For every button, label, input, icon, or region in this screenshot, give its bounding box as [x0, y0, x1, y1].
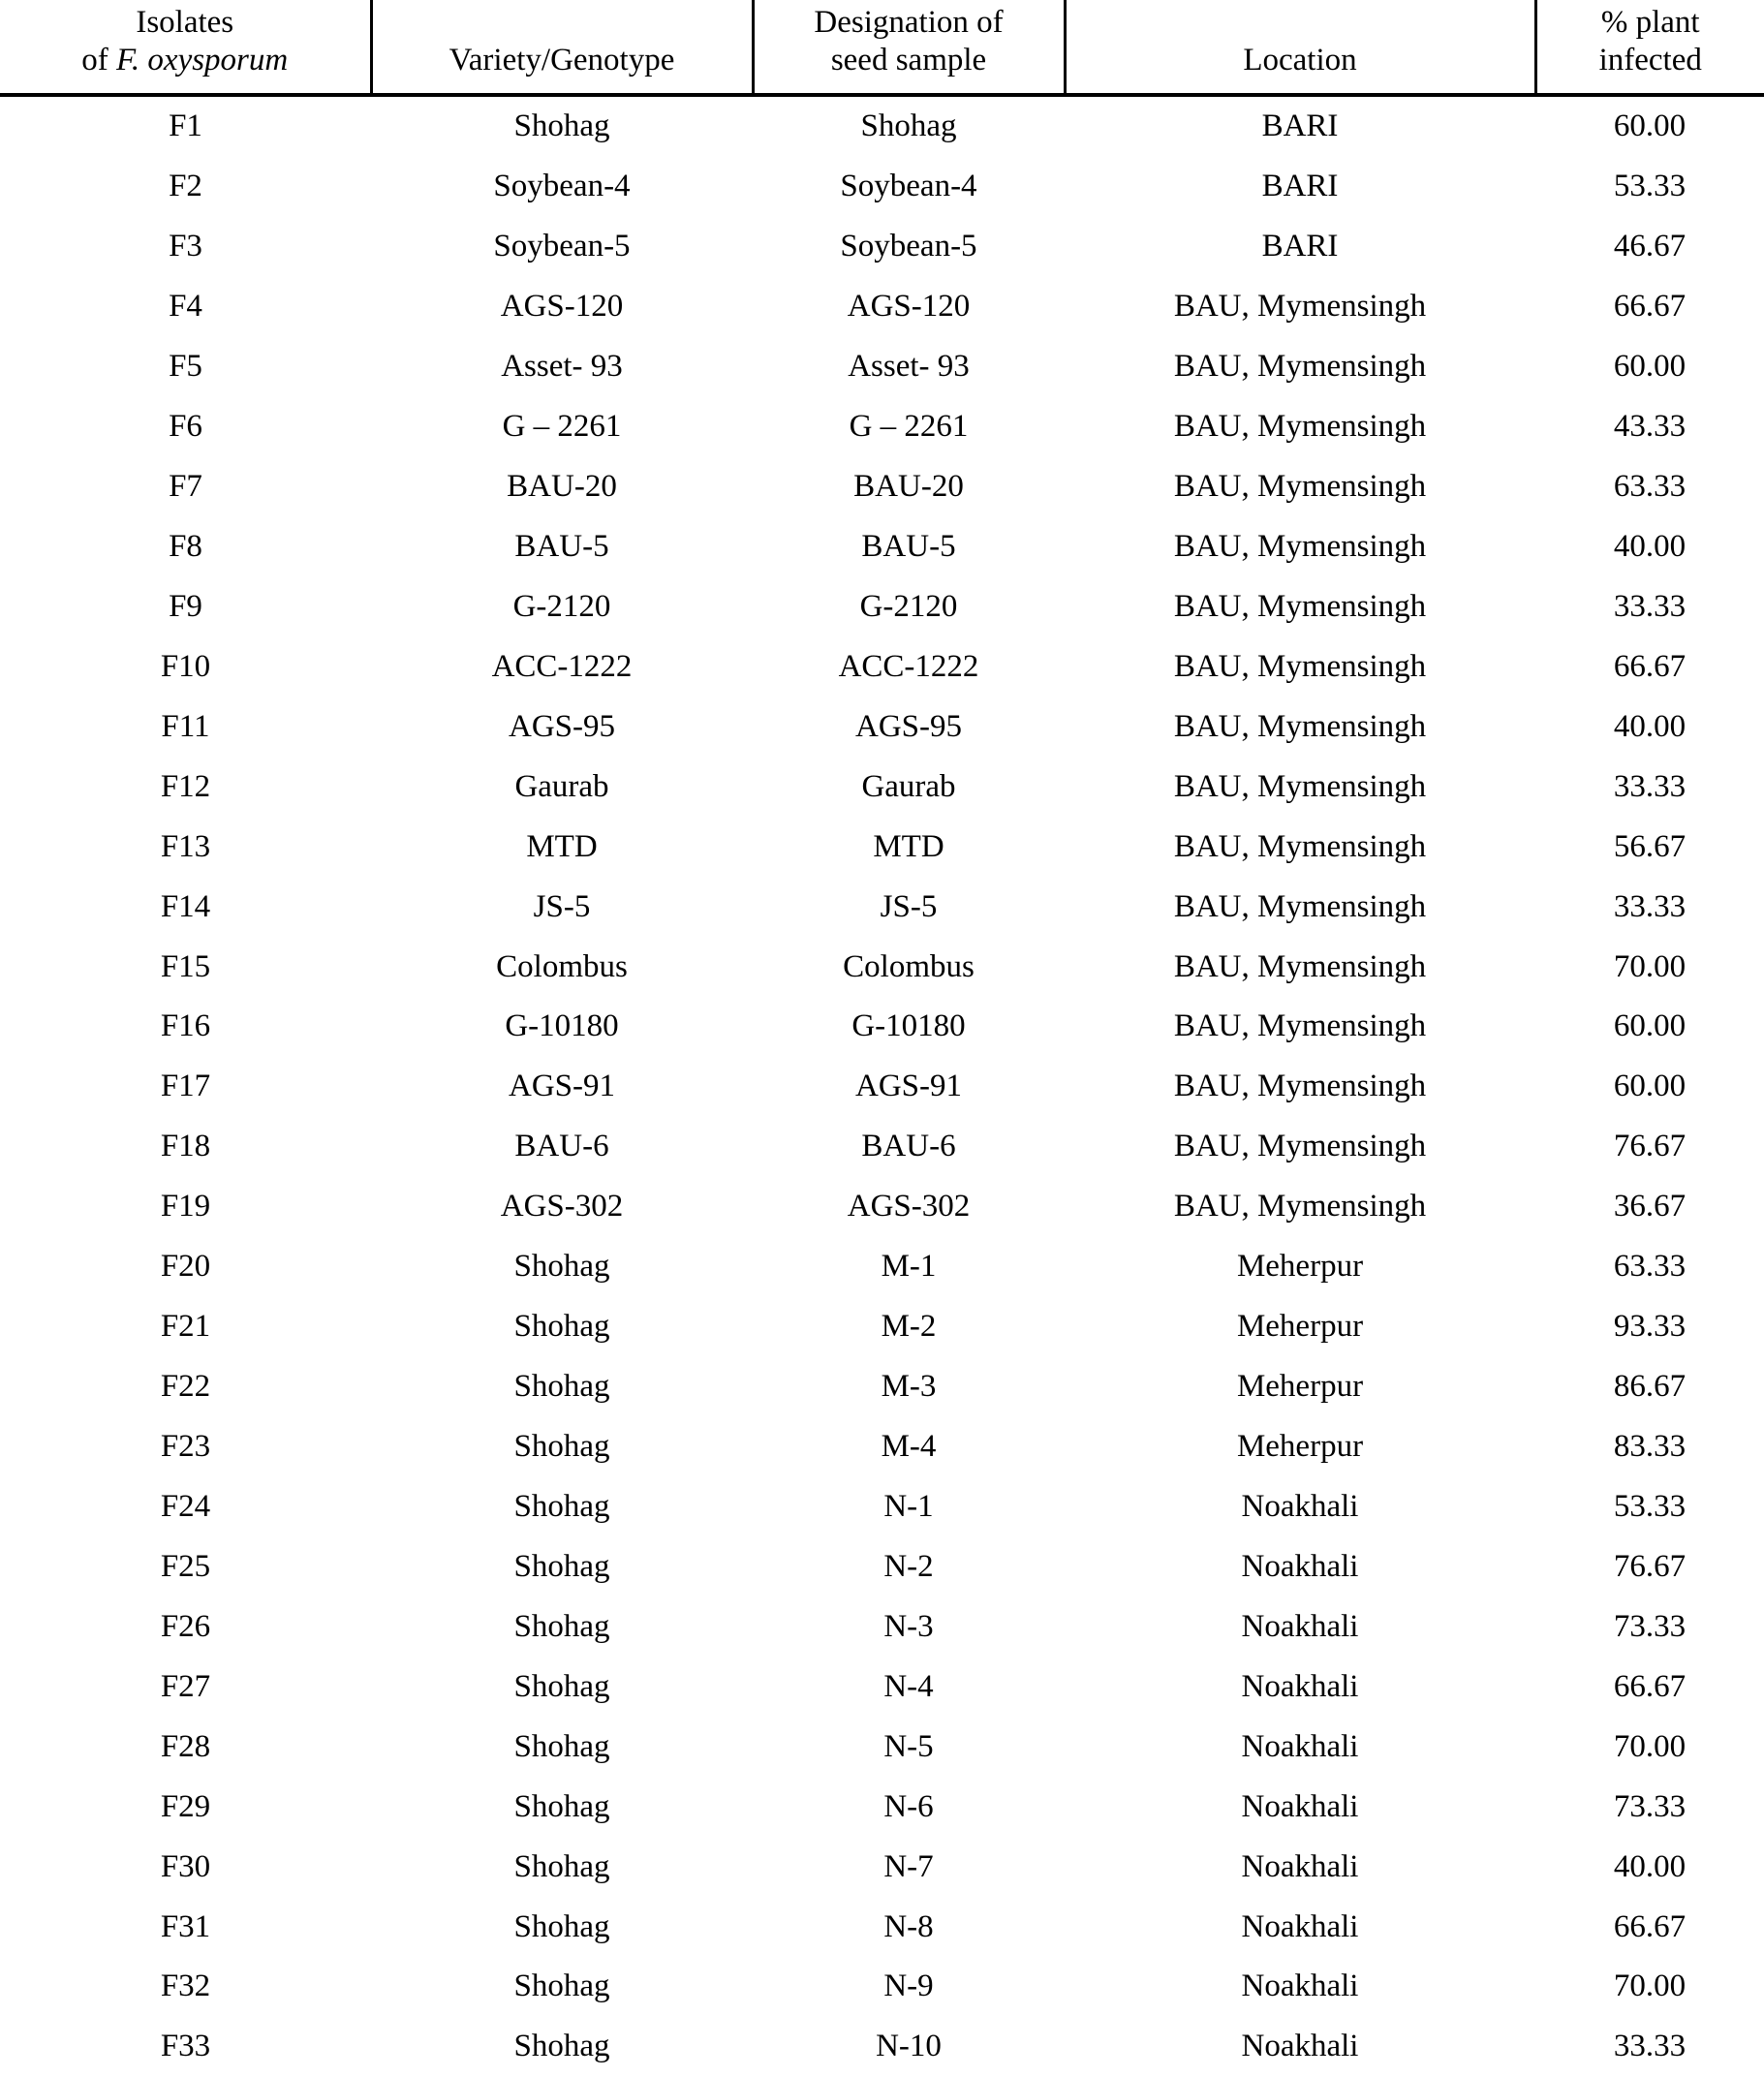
table-row — [0, 697, 1764, 757]
cell-percent-infected: 70.00 — [1613, 1968, 1687, 2004]
column-header-location — [1065, 0, 1535, 95]
cell-designation: Asset- 93 — [848, 349, 970, 385]
column-header-percent-line1: % plant — [1600, 5, 1700, 40]
table-row — [0, 817, 1764, 877]
cell-isolate: F21 — [160, 1309, 211, 1345]
table-row — [0, 1897, 1764, 1957]
cell-isolate: F22 — [160, 1369, 211, 1405]
cell-percent-infected: 66.67 — [1613, 1908, 1687, 1944]
cell-designation: N-4 — [883, 1668, 934, 1704]
cell-location: Noakhali — [1241, 1608, 1359, 1644]
cell-percent-infected: 63.33 — [1613, 1249, 1687, 1285]
cell-percent-infected: 70.00 — [1613, 1728, 1687, 1764]
cell-variety: G-2120 — [512, 588, 611, 624]
cell-isolate: F7 — [169, 469, 202, 504]
cell-variety: Shohag — [513, 1968, 610, 2004]
column-header-variety-genotype — [371, 0, 753, 95]
column-header-isolates — [0, 0, 371, 95]
cell-designation: AGS-95 — [854, 708, 962, 744]
cell-location: BARI — [1261, 108, 1339, 144]
column-header-species-name: F. oxysporum — [116, 42, 289, 78]
cell-isolate: F17 — [160, 1069, 211, 1104]
cell-variety: G – 2261 — [502, 409, 622, 445]
cell-location: BAU, Mymensingh — [1173, 888, 1427, 924]
cell-variety: JS-5 — [533, 888, 591, 924]
table-header — [0, 0, 1764, 95]
cell-designation: BAU-5 — [861, 528, 956, 564]
table-row — [0, 1957, 1764, 2017]
cell-designation: N-6 — [883, 1788, 934, 1824]
table-row — [0, 997, 1764, 1057]
cell-isolate: F32 — [160, 1968, 211, 2004]
cell-location: BAU, Mymensingh — [1173, 289, 1427, 325]
cell-designation: N-3 — [883, 1608, 934, 1644]
cell-isolate: F29 — [160, 1788, 211, 1824]
table-row — [0, 457, 1764, 517]
table-header-row — [0, 0, 1764, 95]
table-row — [0, 1177, 1764, 1237]
table-row — [0, 1237, 1764, 1297]
table-row — [0, 1657, 1764, 1717]
column-header-designation-of-seed-sample — [753, 0, 1065, 95]
cell-percent-infected: 33.33 — [1613, 588, 1687, 624]
cell-percent-infected: 76.67 — [1613, 1129, 1687, 1164]
table-row — [0, 95, 1764, 157]
cell-location: BAU, Mymensingh — [1173, 648, 1427, 684]
cell-location: Meherpur — [1236, 1369, 1364, 1405]
column-header-designation-line2: seed sample — [830, 42, 987, 78]
cell-percent-infected: 66.67 — [1613, 289, 1687, 325]
cell-designation: Gaurab — [861, 768, 956, 804]
cell-designation: N-9 — [883, 1968, 934, 2004]
cell-variety: Shohag — [513, 1548, 610, 1584]
table-row — [0, 397, 1764, 457]
column-header-percent-plant-infected — [1535, 0, 1764, 95]
cell-variety: AGS-91 — [508, 1069, 615, 1104]
header-rule-right-inset — [1750, 62, 1764, 68]
cell-location: Noakhali — [1241, 1668, 1359, 1704]
table-row — [0, 337, 1764, 397]
cell-variety: BAU-5 — [514, 528, 609, 564]
cell-location: BAU, Mymensingh — [1173, 1189, 1427, 1224]
table-row — [0, 576, 1764, 636]
cell-percent-infected: 33.33 — [1613, 768, 1687, 804]
cell-designation: BAU-6 — [861, 1129, 956, 1164]
cell-designation: G – 2261 — [849, 409, 969, 445]
cell-isolate: F4 — [169, 289, 202, 325]
cell-designation: G-2120 — [859, 588, 958, 624]
cell-variety: Shohag — [513, 1429, 610, 1464]
cell-isolate: F14 — [160, 888, 211, 924]
cell-isolate: F27 — [160, 1668, 211, 1704]
table-body — [0, 95, 1764, 2077]
cell-percent-infected: 60.00 — [1613, 1069, 1687, 1104]
cell-designation: N-1 — [883, 1488, 934, 1524]
cell-designation: AGS-91 — [854, 1069, 962, 1104]
cell-isolate: F20 — [160, 1249, 211, 1285]
cell-variety: Shohag — [513, 1908, 610, 1944]
cell-isolate: F1 — [169, 108, 202, 144]
cell-designation: BAU-20 — [853, 469, 964, 504]
cell-isolate: F18 — [160, 1129, 211, 1164]
cell-designation: JS-5 — [880, 888, 938, 924]
cell-designation: M-3 — [881, 1369, 937, 1405]
cell-designation: N-2 — [883, 1548, 934, 1584]
table-row — [0, 1057, 1764, 1117]
cell-variety: ACC-1222 — [491, 648, 633, 684]
cell-isolate: F12 — [160, 768, 211, 804]
cell-variety: Shohag — [513, 1788, 610, 1824]
cell-percent-infected: 60.00 — [1613, 1008, 1687, 1044]
cell-isolate: F23 — [160, 1429, 211, 1464]
table-row — [0, 516, 1764, 576]
cell-percent-infected: 93.33 — [1613, 1309, 1687, 1345]
cell-percent-infected: 36.67 — [1613, 1189, 1687, 1224]
cell-variety: Shohag — [513, 1249, 610, 1285]
cell-percent-infected: 40.00 — [1613, 1848, 1687, 1884]
cell-variety: Shohag — [513, 1848, 610, 1884]
cell-designation: AGS-120 — [847, 289, 971, 325]
cell-percent-infected: 76.67 — [1613, 1548, 1687, 1584]
cell-location: Noakhali — [1241, 2029, 1359, 2064]
cell-location: BAU, Mymensingh — [1173, 708, 1427, 744]
table-row — [0, 1837, 1764, 1897]
cell-isolate: F28 — [160, 1728, 211, 1764]
cell-isolate: F6 — [169, 409, 202, 445]
cell-designation: Shohag — [860, 108, 957, 144]
cell-location: BAU, Mymensingh — [1173, 409, 1427, 445]
table-row — [0, 937, 1764, 997]
cell-percent-infected: 40.00 — [1613, 708, 1687, 744]
header-rule-left-inset — [0, 62, 19, 68]
cell-location: BAU, Mymensingh — [1173, 948, 1427, 984]
cell-percent-infected: 60.00 — [1613, 108, 1687, 144]
cell-percent-infected: 56.67 — [1613, 828, 1687, 864]
table-row — [0, 1536, 1764, 1596]
cell-variety: Shohag — [513, 1488, 610, 1524]
cell-percent-infected: 70.00 — [1613, 948, 1687, 984]
cell-location: Meherpur — [1236, 1429, 1364, 1464]
cell-designation: M-4 — [881, 1429, 937, 1464]
cell-isolate: F24 — [160, 1488, 211, 1524]
cell-designation: N-7 — [883, 1848, 934, 1884]
cell-location: Meherpur — [1236, 1309, 1364, 1345]
table-row — [0, 636, 1764, 697]
cell-isolate: F3 — [169, 229, 202, 264]
table-row — [0, 217, 1764, 277]
cell-location: Noakhali — [1241, 1968, 1359, 2004]
cell-location: Noakhali — [1241, 1788, 1359, 1824]
column-header-variety-genotype-line1: Variety/Genotype — [449, 42, 675, 78]
table-row — [0, 1357, 1764, 1417]
cell-variety: MTD — [526, 828, 598, 864]
cell-variety: AGS-95 — [508, 708, 615, 744]
cell-variety: AGS-120 — [500, 289, 624, 325]
cell-percent-infected: 33.33 — [1613, 2029, 1687, 2064]
cell-percent-infected: 53.33 — [1613, 169, 1687, 204]
cell-variety: Shohag — [513, 1728, 610, 1764]
cell-isolate: F15 — [160, 948, 211, 984]
cell-isolate: F8 — [169, 528, 202, 564]
cell-variety: BAU-20 — [507, 469, 617, 504]
cell-designation: N-10 — [876, 2029, 942, 2064]
cell-percent-infected: 86.67 — [1613, 1369, 1687, 1405]
cell-variety: Shohag — [513, 1309, 610, 1345]
cell-location: BAU, Mymensingh — [1173, 528, 1427, 564]
cell-isolate: F2 — [169, 169, 202, 204]
table-row — [0, 757, 1764, 817]
cell-isolate: F9 — [169, 588, 202, 624]
cell-isolate: F30 — [160, 1848, 211, 1884]
table-row — [0, 877, 1764, 937]
cell-designation: AGS-302 — [847, 1189, 971, 1224]
cell-percent-infected: 73.33 — [1613, 1608, 1687, 1644]
cell-percent-infected: 66.67 — [1613, 648, 1687, 684]
column-header-isolates-prefix: of — [81, 42, 117, 78]
cell-designation: M-2 — [881, 1309, 937, 1345]
cell-designation: G-10180 — [851, 1008, 966, 1044]
cell-designation: N-8 — [883, 1908, 934, 1944]
column-header-designation-line1: Designation of — [814, 5, 1004, 40]
cell-variety: Shohag — [513, 1608, 610, 1644]
cell-percent-infected: 33.33 — [1613, 888, 1687, 924]
cell-location: Noakhali — [1241, 1548, 1359, 1584]
cell-designation: MTD — [873, 828, 944, 864]
cell-designation: Colombus — [843, 948, 975, 984]
cell-variety: Asset- 93 — [501, 349, 623, 385]
cell-percent-infected: 73.33 — [1613, 1788, 1687, 1824]
cell-location: BARI — [1261, 229, 1339, 264]
cell-location: Noakhali — [1241, 1728, 1359, 1764]
cell-percent-infected: 43.33 — [1613, 409, 1687, 445]
table-row — [0, 2017, 1764, 2077]
cell-variety: G-10180 — [505, 1008, 619, 1044]
table-row — [0, 1417, 1764, 1477]
table-row — [0, 1717, 1764, 1777]
cell-location: BAU, Mymensingh — [1173, 349, 1427, 385]
cell-designation: Soybean-5 — [840, 229, 977, 264]
cell-location: Noakhali — [1241, 1488, 1359, 1524]
cell-location: BAU, Mymensingh — [1173, 588, 1427, 624]
cell-location: Noakhali — [1241, 1848, 1359, 1884]
cell-isolate: F33 — [160, 2029, 211, 2064]
cell-location: BAU, Mymensingh — [1173, 1069, 1427, 1104]
cell-isolate: F5 — [169, 349, 202, 385]
cell-location: BAU, Mymensingh — [1173, 768, 1427, 804]
cell-isolate: F16 — [160, 1008, 211, 1044]
cell-location: BAU, Mymensingh — [1173, 828, 1427, 864]
cell-percent-infected: 40.00 — [1613, 528, 1687, 564]
cell-location: BAU, Mymensingh — [1173, 469, 1427, 504]
cell-isolate: F10 — [160, 648, 211, 684]
cell-designation: Soybean-4 — [840, 169, 977, 204]
column-header-isolates-line2 — [6, 42, 364, 79]
table-row — [0, 277, 1764, 337]
cell-variety: Gaurab — [514, 768, 609, 804]
cell-variety: BAU-6 — [514, 1129, 609, 1164]
table-row — [0, 157, 1764, 217]
cell-isolate: F19 — [160, 1189, 211, 1224]
cell-isolate: F11 — [161, 708, 210, 744]
cell-location: Noakhali — [1241, 1908, 1359, 1944]
cell-percent-infected: 46.67 — [1613, 229, 1687, 264]
cell-percent-infected: 60.00 — [1613, 349, 1687, 385]
cell-variety: AGS-302 — [500, 1189, 624, 1224]
cell-location: BAU, Mymensingh — [1173, 1129, 1427, 1164]
table-row — [0, 1596, 1764, 1657]
cell-isolate: F13 — [160, 828, 211, 864]
cell-variety: Shohag — [513, 108, 610, 144]
column-header-percent-line2: infected — [1598, 42, 1702, 78]
cell-percent-infected: 83.33 — [1613, 1429, 1687, 1464]
table-row — [0, 1117, 1764, 1177]
cell-designation: ACC-1222 — [838, 648, 979, 684]
cell-isolate: F25 — [160, 1548, 211, 1584]
cell-location: BARI — [1261, 169, 1339, 204]
table-row — [0, 1297, 1764, 1357]
cell-designation: M-1 — [881, 1249, 937, 1285]
table-row — [0, 1476, 1764, 1536]
cell-percent-infected: 66.67 — [1613, 1668, 1687, 1704]
column-header-isolates-line1: Isolates — [136, 5, 234, 40]
table-row — [0, 1777, 1764, 1837]
cell-variety: Shohag — [513, 1369, 610, 1405]
cell-variety: Colombus — [496, 948, 628, 984]
cell-variety: Shohag — [513, 2029, 610, 2064]
cell-designation: N-5 — [883, 1728, 934, 1764]
cell-percent-infected: 53.33 — [1613, 1488, 1687, 1524]
cell-isolate: F26 — [160, 1608, 211, 1644]
cell-variety: Shohag — [513, 1668, 610, 1704]
cell-isolate: F31 — [160, 1908, 211, 1944]
cell-location: BAU, Mymensingh — [1173, 1008, 1427, 1044]
cell-variety: Soybean-4 — [493, 169, 631, 204]
cell-location: Meherpur — [1236, 1249, 1364, 1285]
column-header-location-line1: Location — [1243, 42, 1357, 78]
cell-percent-infected: 63.33 — [1613, 469, 1687, 504]
cell-variety: Soybean-5 — [493, 229, 631, 264]
